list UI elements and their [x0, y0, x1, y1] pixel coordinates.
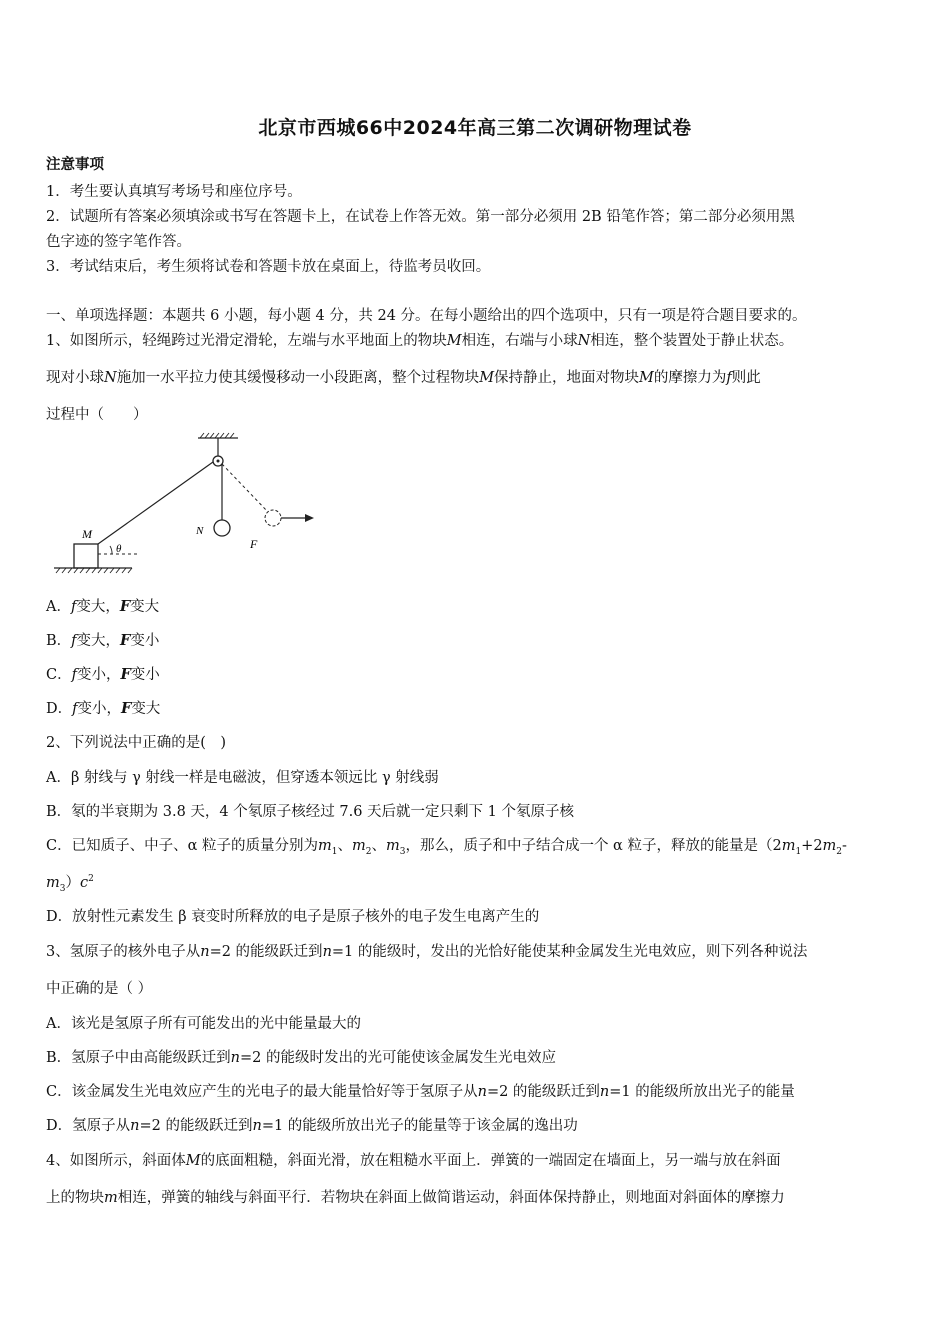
q1-line-3: 过程中（ ） — [46, 407, 148, 423]
q3-option-b: B．氢原子中由高能级跃迁到n=2 的能级时发出的光可能使该金属发生光电效应 — [46, 1050, 556, 1066]
ball-n-icon — [214, 520, 230, 536]
label-n: N — [196, 525, 204, 537]
q1-line-2: 现对小球N施加一水平拉力使其缓慢移动一小段距离，整个过程物块M保持静止，地面对物块M的摩擦力为f则此 — [46, 370, 761, 386]
label-f: F — [250, 537, 258, 551]
q1-option-a: A．f变大，F变大 — [46, 598, 160, 615]
notice-item-1: 1．考生要认真填写考场号和座位序号。 — [46, 184, 302, 200]
notice-item-3: 3．考试结束后，考生须将试卷和答题卡放在桌面上，待监考员收回。 — [46, 259, 491, 275]
q2-option-c-cont: $m_3)c^2$ — [46, 874, 94, 894]
q4-line-2: 上的物块m相连，弹簧的轴线与斜面平行．若物块在斜面上做简谐运动，斜面体保持静止，则地面对斜面体的摩擦力 — [46, 1190, 785, 1206]
section-header: 一、单项选择题：本题共 6 小题，每小题 4 分，共 24 分。在每小题给出的四个选项中，只有一项是符合题目要求的。 — [46, 308, 807, 324]
q3-option-c: C．该金属发生光电效应产生的光电子的最大能量恰好等于氢原子从n=2 的能级跃迁到n=1 的能级所放出光子的能量 — [46, 1084, 795, 1100]
notice-heading: 注意事项 — [46, 156, 104, 173]
q1-line-1: 1、如图所示，轻绳跨过光滑定滑轮，左端与水平地面上的物块M相连，右端与小球N相连，整个装置处于静止状态。 — [46, 333, 794, 349]
label-m: M — [82, 527, 92, 541]
q1-option-c: C．f变小，F变小 — [46, 666, 160, 683]
label-theta: θ — [116, 543, 122, 555]
q4-line-1: 4、如图所示，斜面体M的底面粗糙，斜面光滑，放在粗糙水平面上．弹簧的一端固定在墙面上，另一端与放在斜面 — [46, 1153, 781, 1169]
q1-option-d: D．f变小，F变大 — [46, 700, 161, 717]
q2-option-b: B．氡的半衰期为 3.8 天，4 个氡原子核经过 7.6 天后就一定只剩下 1 个氡原子核 — [46, 804, 574, 820]
q3-option-d: D．氢原子从n=2 的能级跃迁到n=1 的能级所放出光子的能量等于该金属的逸出功 — [46, 1118, 578, 1134]
q1-option-b: B．f变大，F变小 — [46, 632, 160, 649]
q3-line-1: 3、氢原子的核外电子从n=2 的能级跃迁到n=1 的能级时，发出的光恰好能使某种金属发生光电效应，则下列各种说法 — [46, 944, 808, 960]
q2-option-a: A．β 射线与 γ 射线一样是电磁波，但穿透本领远比 γ 射线弱 — [46, 770, 439, 786]
notice-item-2-cont: 色字迹的签字笔作答。 — [46, 234, 191, 250]
page-title: 北京市西城66中2024年高三第二次调研物理试卷 — [258, 117, 692, 139]
q2-option-d: D．放射性元素发生 β 衰变时所释放的电子是原子核外的电子发生电离产生的 — [46, 909, 540, 925]
block-m-icon — [74, 544, 98, 568]
notice-item-2: 2．试题所有答案必须填涂或书写在答题卡上，在试卷上作答无效。第一部分必须用 2B 铅笔作答；第二部分必须用黑 — [46, 209, 795, 225]
q2-stem: 2、下列说法中正确的是( ) — [46, 735, 227, 751]
q1-diagram — [46, 428, 336, 578]
q3-option-a: A．该光是氢原子所有可能发出的光中能量最大的 — [46, 1016, 361, 1032]
q3-line-2: 中正确的是（ ） — [46, 981, 153, 997]
q2-option-c: C．已知质子、中子、α 粒子的质量分别为$m_1$、$m_2$、$m_3$，那么，质子和中子结合成一个 α 粒子，释放的能量是（$2m_1+2m_2-$ — [46, 838, 847, 857]
